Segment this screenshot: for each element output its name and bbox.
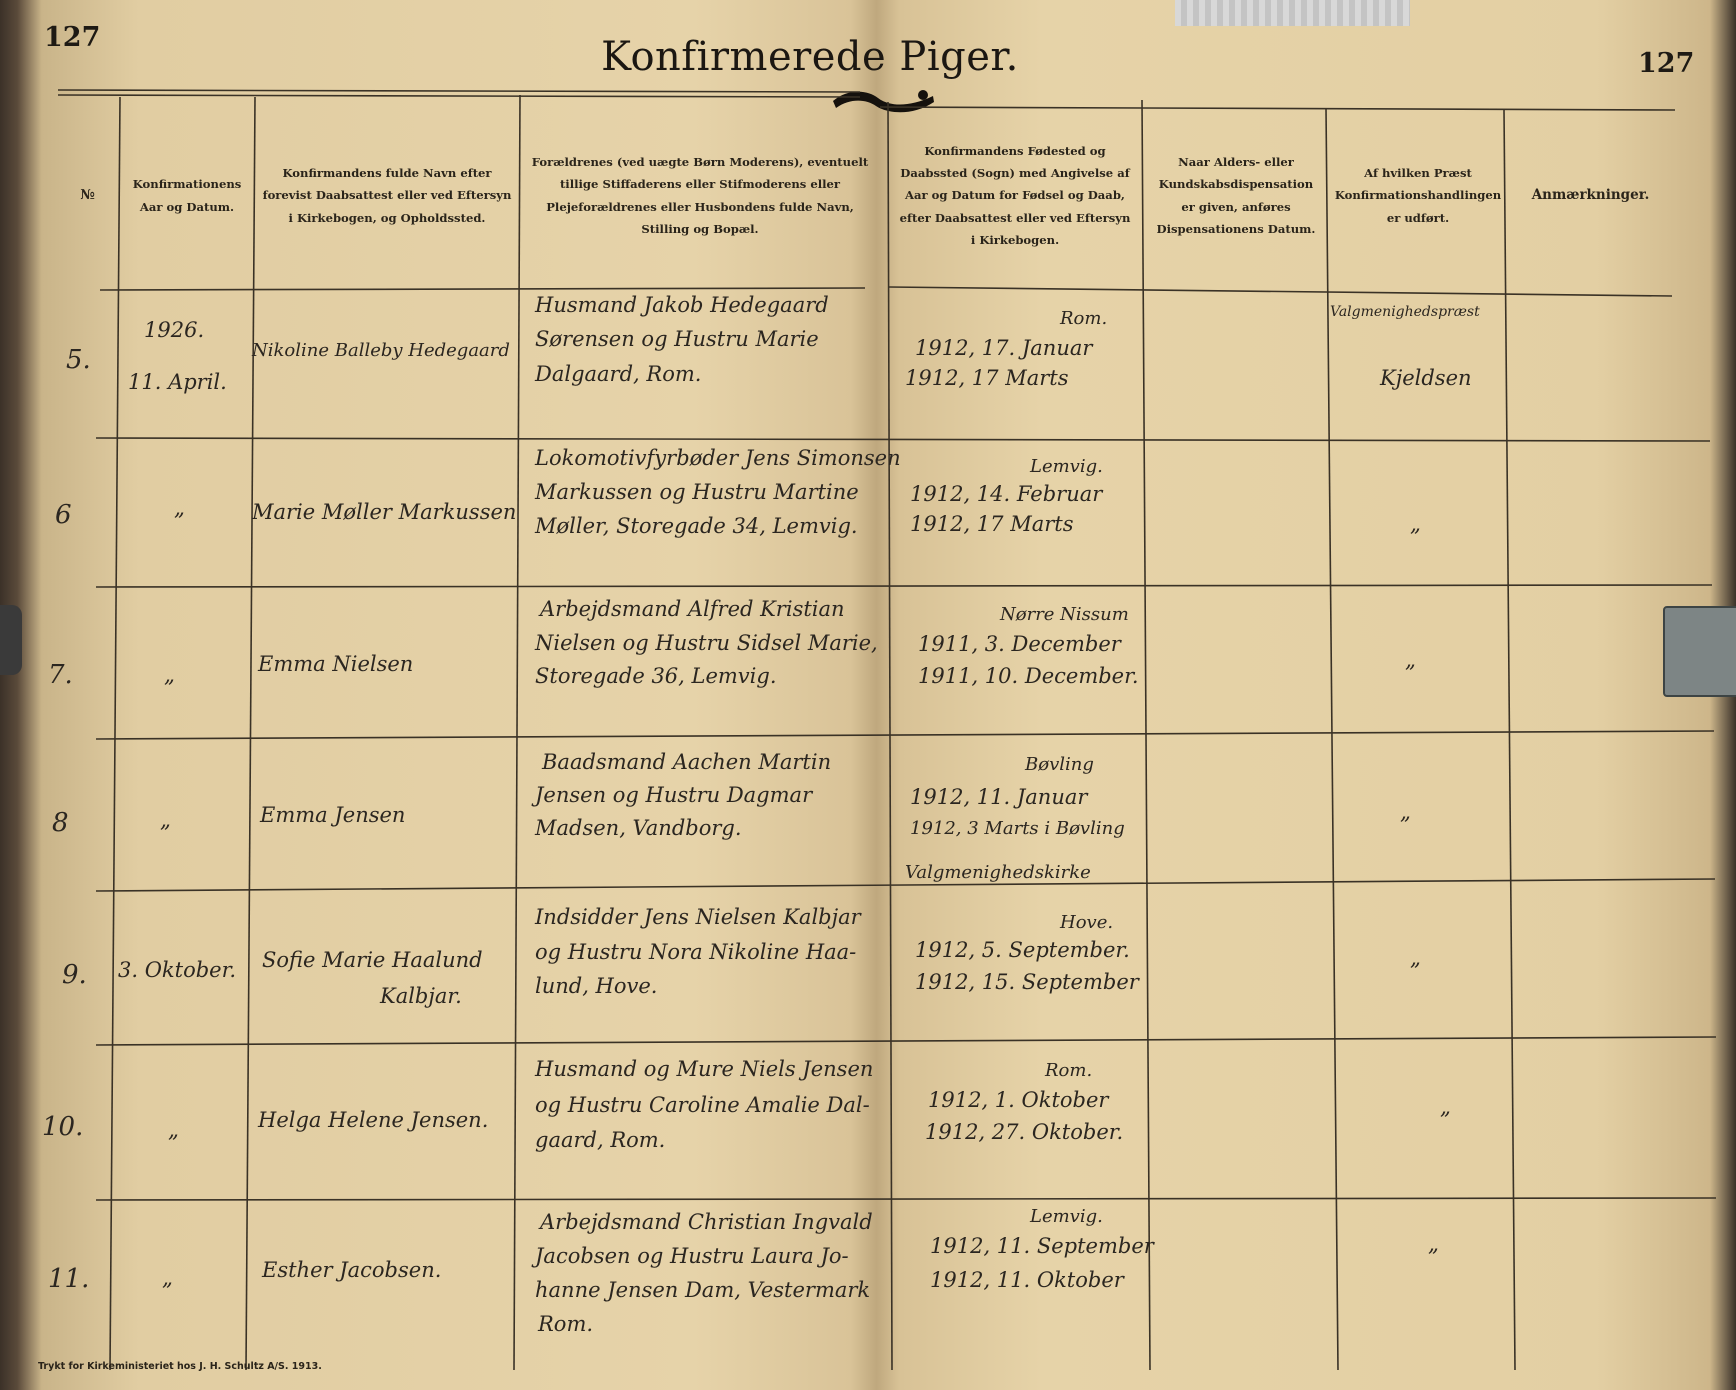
birthplace: Rom. — [1060, 308, 1108, 329]
parents-line: Jensen og Hustru Dagmar — [535, 783, 813, 807]
birth-date: 1912, 1. Oktober — [928, 1088, 1109, 1112]
parents-line: Jacobsen og Hustru Laura Jo- — [535, 1244, 849, 1268]
baptism-date: 1912, 3 Marts i Bøvling — [910, 818, 1125, 839]
header-date: Konfirmationens Aar og Datum. — [132, 177, 242, 214]
parents-line: Dalgaard, Rom. — [535, 362, 702, 386]
parents-line: Husmand Jakob Hedegaard — [535, 293, 829, 317]
parents-line: Møller, Storegade 34, Lemvig. — [535, 514, 858, 538]
confirmation-date: „ — [168, 1118, 179, 1142]
parents-line: Arbejdsmand Christian Ingvald — [540, 1210, 873, 1234]
birth-date: 1912, 14. Februar — [910, 482, 1103, 506]
header-parents: Forældrenes (ved uægte Børn Moderens), eventuelt tillige Stiffaderens eller Stifmoderens eller Plejeforældrenes eller Husbondens fulde Navn, Stilling og Bopæl. — [531, 155, 869, 236]
row-number: 8 — [52, 808, 69, 838]
header-name: Konfirmandens fulde Navn efter forevist Daabsattest eller ved Eftersyn i Kirkebogen, og Opholdssted. — [262, 166, 512, 225]
confirmand-name: Kalbjar. — [380, 984, 462, 1008]
row-number: 11. — [48, 1264, 90, 1294]
priest-ditto: „ — [1428, 1232, 1439, 1256]
birthplace: Nørre Nissum — [1000, 604, 1129, 625]
parents-line: Storegade 36, Lemvig. — [535, 664, 777, 688]
birth-date: 1912, 11. Januar — [910, 785, 1088, 809]
parents-line: lund, Hove. — [535, 974, 658, 998]
parents-line: Markussen og Hustru Martine — [535, 480, 859, 504]
birthplace: Lemvig. — [1030, 456, 1103, 477]
page-number-right: 127 — [1638, 48, 1695, 79]
birth-date: 1912, 11. September — [930, 1234, 1154, 1258]
birth-date: 1912, 5. September. — [915, 938, 1130, 962]
confirmand-name: Esther Jacobsen. — [262, 1258, 442, 1282]
priest-ditto: „ — [1440, 1095, 1451, 1119]
parents-line: Baadsmand Aachen Martin — [542, 750, 832, 774]
header-remarks: Anmærkninger. — [1531, 186, 1650, 203]
parents-line: Arbejdsmand Alfred Kristian — [540, 597, 845, 621]
birth-date: 1911, 3. December — [918, 632, 1121, 656]
confirmation-date: 11. April. — [128, 370, 227, 394]
parents-line: Sørensen og Hustru Marie — [535, 327, 819, 351]
header-priest: Af hvilken Præst Konfirmationshandlingen er udført. — [1334, 166, 1502, 225]
confirmand-name: Emma Nielsen — [258, 652, 414, 676]
birthplace: Lemvig. — [1030, 1206, 1103, 1227]
parents-line: og Hustru Nora Nikoline Haa- — [535, 940, 857, 964]
row-number: 10. — [42, 1112, 84, 1142]
baptism-date: 1912, 15. September — [915, 970, 1139, 994]
baptism-date: 1912, 17 Marts — [910, 512, 1074, 536]
priest-name: Kjeldsen — [1380, 366, 1472, 390]
parents-line: gaard, Rom. — [535, 1128, 666, 1152]
priest-ditto: „ — [1400, 800, 1411, 824]
baptism-date: 1912, 27. Oktober. — [925, 1120, 1124, 1144]
confirmand-name: Marie Møller Markussen — [252, 500, 517, 524]
baptism-place: Valgmenighedskirke — [905, 862, 1091, 883]
parents-line: og Hustru Caroline Amalie Dal- — [535, 1093, 870, 1117]
confirmand-name: Sofie Marie Haalund — [262, 948, 483, 972]
header-number: № — [80, 186, 95, 203]
confirmation-date: „ — [160, 808, 171, 832]
confirmation-date: „ — [162, 1266, 173, 1290]
baptism-date: 1912, 11. Oktober — [930, 1268, 1124, 1292]
priest-title: Valgmenighedspræst — [1330, 304, 1480, 320]
confirmand-name: Emma Jensen — [260, 803, 406, 827]
confirmand-name: Nikoline Balleby Hedegaard — [252, 340, 510, 361]
priest-ditto: „ — [1405, 648, 1416, 672]
confirmand-name: Helga Helene Jensen. — [258, 1108, 489, 1132]
birthplace: Hove. — [1060, 912, 1114, 933]
parents-line: Husmand og Mure Niels Jensen — [535, 1057, 874, 1081]
confirmation-date: 3. Oktober. — [118, 958, 237, 982]
baptism-date: 1912, 17 Marts — [905, 366, 1069, 390]
birthplace: Rom. — [1045, 1060, 1093, 1081]
parents-line: Lokomotivfyrbøder Jens Simonsen — [535, 446, 901, 470]
parents-line: Madsen, Vandborg. — [535, 816, 742, 840]
printer-note: Trykt for Kirkeministeriet hos J. H. Schultz A/S. 1913. — [38, 1361, 322, 1372]
confirmation-date: „ — [174, 496, 185, 520]
baptism-date: 1911, 10. December. — [918, 664, 1139, 688]
parents-line: Rom. — [538, 1312, 594, 1336]
header-dispensation: Naar Alders- eller Kundskabsdispensation er given, anføres Dispensationens Datum. — [1156, 155, 1316, 236]
row-number: 6 — [55, 500, 72, 530]
page-number-left: 127 — [44, 22, 101, 53]
priest-ditto: „ — [1410, 512, 1421, 536]
confirmation-year: 1926. — [144, 318, 205, 342]
parents-line: Nielsen og Hustru Sidsel Marie, — [535, 631, 878, 655]
page-title: Konfirmerede Piger. — [601, 34, 1019, 80]
row-number: 7. — [48, 660, 73, 690]
birthplace: Bøvling — [1025, 754, 1094, 775]
row-number: 9. — [62, 960, 87, 990]
parents-line: hanne Jensen Dam, Vestermark — [535, 1278, 871, 1302]
priest-ditto: „ — [1410, 946, 1421, 970]
parents-line: Indsidder Jens Nielsen Kalbjar — [535, 905, 861, 929]
confirmation-date: „ — [164, 663, 175, 687]
birth-date: 1912, 17. Januar — [915, 336, 1093, 360]
row-number: 5. — [66, 345, 91, 375]
header-birthplace: Konfirmandens Fødested og Daabssted (Sogn) med Angivelse af Aar og Datum for Fødsel og Daab, efter Daabsattest eller ved Eftersyn i Kirkebogen. — [899, 144, 1131, 247]
